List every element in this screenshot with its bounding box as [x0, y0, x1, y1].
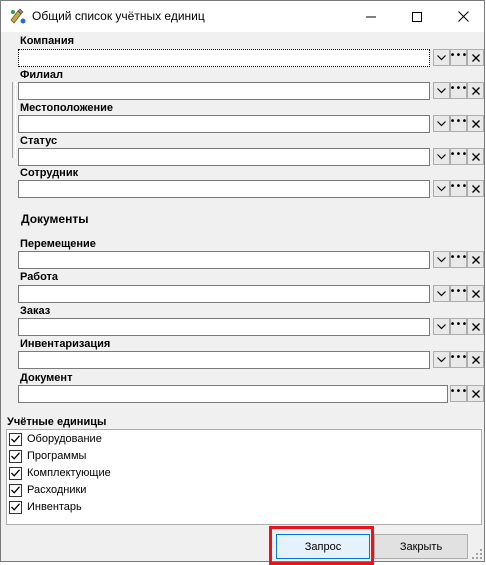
location-combo[interactable] — [18, 115, 430, 133]
inventory-browse-button[interactable] — [450, 351, 467, 368]
accounting-units-list — [6, 429, 482, 525]
order-browse-button[interactable] — [450, 318, 467, 335]
ellipsis-icon: ••• — [449, 352, 468, 363]
unit-item-inventory[interactable] — [9, 499, 82, 515]
location-browse-button[interactable] — [450, 115, 467, 132]
document-browse-button[interactable] — [450, 385, 467, 402]
ellipsis-icon: ••• — [449, 149, 468, 160]
clear-x-icon — [472, 120, 480, 128]
unit-item-software[interactable] — [9, 448, 86, 464]
minimize-icon — [366, 12, 376, 22]
status-dropdown-button[interactable] — [433, 148, 450, 165]
status-clear-button[interactable] — [467, 148, 484, 165]
chevron-down-icon — [437, 154, 446, 160]
employee-clear-button[interactable] — [467, 180, 484, 197]
checkmark-icon — [11, 435, 20, 443]
maximize-icon — [412, 12, 422, 22]
ellipsis-icon: ••• — [449, 50, 468, 61]
branch-combo[interactable] — [18, 82, 430, 100]
clear-x-icon — [472, 290, 480, 298]
splitter-handle[interactable] — [12, 82, 16, 158]
checkbox[interactable] — [9, 501, 22, 514]
order-dropdown-button[interactable] — [433, 318, 450, 335]
company-dropdown-button[interactable] — [433, 49, 450, 66]
ellipsis-icon: ••• — [449, 319, 468, 330]
chevron-down-icon — [437, 291, 446, 297]
checkmark-icon — [11, 469, 20, 477]
company-combo[interactable] — [18, 49, 430, 67]
ellipsis-icon: ••• — [449, 252, 468, 263]
work-clear-button[interactable] — [467, 285, 484, 302]
request-button[interactable]: Запрос — [276, 534, 370, 559]
company-browse-button[interactable] — [450, 49, 467, 66]
document-clear-button[interactable] — [467, 385, 484, 402]
maximize-button[interactable] — [394, 1, 440, 32]
clear-x-icon — [472, 390, 480, 398]
company-clear-button[interactable] — [467, 49, 484, 66]
clear-x-icon — [472, 185, 480, 193]
checkmark-icon — [11, 486, 20, 494]
unit-item-label: Оборудование — [27, 433, 102, 445]
status-browse-button[interactable] — [450, 148, 467, 165]
company-label: Компания — [20, 35, 75, 47]
unit-item-equipment[interactable] — [9, 431, 102, 447]
employee-browse-button[interactable] — [450, 180, 467, 197]
inventory-dropdown-button[interactable] — [433, 351, 450, 368]
document-label: Документ — [20, 372, 73, 384]
checkmark-icon — [11, 503, 20, 511]
order-label: Заказ — [20, 305, 51, 317]
transfer-dropdown-button[interactable] — [433, 251, 450, 268]
location-dropdown-button[interactable] — [433, 115, 450, 132]
status-label: Статус — [20, 135, 58, 147]
clear-x-icon — [472, 356, 480, 364]
chevron-down-icon — [437, 186, 446, 192]
resize-grip-icon[interactable] — [472, 549, 482, 559]
inventory-label: Инвентаризация — [20, 338, 111, 350]
branch-dropdown-button[interactable] — [433, 82, 450, 99]
work-browse-button[interactable] — [450, 285, 467, 302]
ellipsis-icon: ••• — [449, 386, 468, 397]
branch-clear-button[interactable] — [467, 82, 484, 99]
checkbox[interactable] — [9, 433, 22, 446]
clear-x-icon — [472, 54, 480, 62]
chevron-down-icon — [437, 324, 446, 330]
employee-combo[interactable] — [18, 180, 430, 198]
checkbox[interactable] — [9, 484, 22, 497]
ellipsis-icon: ••• — [449, 181, 468, 192]
work-label: Работа — [20, 271, 59, 283]
inventory-combo[interactable] — [18, 351, 430, 369]
unit-item-label: Инвентарь — [27, 501, 82, 513]
work-combo[interactable] — [18, 285, 430, 303]
transfer-clear-button[interactable] — [467, 251, 484, 268]
chevron-down-icon — [437, 257, 446, 263]
ellipsis-icon: ••• — [449, 286, 468, 297]
unit-item-consumables[interactable] — [9, 482, 86, 498]
unit-item-label: Расходники — [27, 484, 87, 496]
minimize-button[interactable] — [348, 1, 394, 32]
unit-item-components[interactable] — [9, 465, 111, 481]
clear-x-icon — [472, 256, 480, 264]
document-combo[interactable] — [18, 385, 448, 403]
filter-form — [4, 32, 481, 412]
transfer-combo[interactable] — [18, 251, 430, 269]
chevron-down-icon — [437, 55, 446, 61]
order-combo[interactable] — [18, 318, 430, 336]
location-clear-button[interactable] — [467, 115, 484, 132]
chevron-down-icon — [437, 88, 446, 94]
transfer-browse-button[interactable] — [450, 251, 467, 268]
app-icon — [9, 8, 27, 26]
status-combo[interactable] — [18, 148, 430, 166]
location-label: Местоположение — [20, 102, 114, 114]
close-button[interactable]: Закрыть — [374, 534, 468, 559]
work-dropdown-button[interactable] — [433, 285, 450, 302]
checkmark-icon — [11, 452, 20, 460]
chevron-down-icon — [437, 121, 446, 127]
transfer-label: Перемещение — [20, 238, 96, 250]
accounting-units-label: Учётные единицы — [7, 416, 107, 428]
order-clear-button[interactable] — [467, 318, 484, 335]
clear-x-icon — [472, 153, 480, 161]
inventory-clear-button[interactable] — [467, 351, 484, 368]
clear-x-icon — [472, 323, 480, 331]
employee-dropdown-button[interactable] — [433, 180, 450, 197]
employee-label: Сотрудник — [20, 167, 79, 179]
ellipsis-icon: ••• — [449, 116, 468, 127]
branch-browse-button[interactable] — [450, 82, 467, 99]
clear-x-icon — [472, 87, 480, 95]
documents-section-title: Документы — [21, 212, 89, 226]
branch-label: Филиал — [20, 69, 64, 81]
checkbox[interactable] — [9, 450, 22, 463]
ellipsis-icon: ••• — [449, 83, 468, 94]
checkbox[interactable] — [9, 467, 22, 480]
close-icon — [458, 11, 469, 22]
unit-item-label: Программы — [27, 450, 87, 462]
chevron-down-icon — [437, 357, 446, 363]
window-title: Общий список учётных единиц — [32, 9, 205, 23]
unit-item-label: Комплектующие — [27, 467, 111, 479]
close-window-button[interactable] — [440, 1, 486, 32]
title-bar[interactable] — [1, 1, 484, 32]
